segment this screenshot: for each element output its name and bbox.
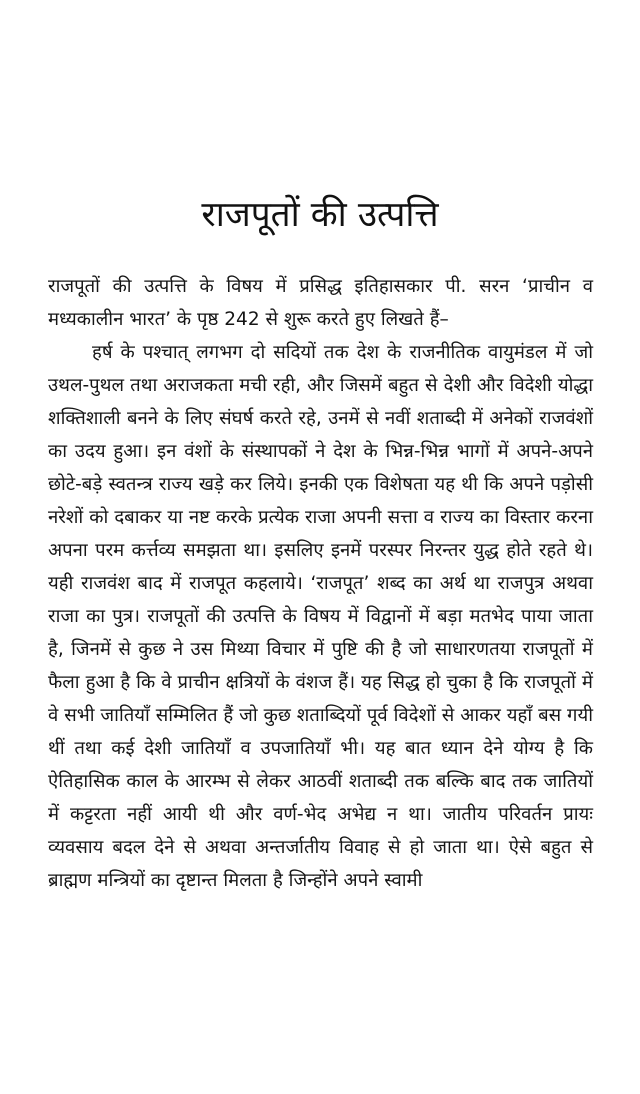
- intro-paragraph: राजपूतों की उत्पत्ति के विषय में प्रसिद्ध इतिहासकार पी. सरन ‘प्राचीन व मध्यकालीन भारत’ के पृष्ठ 242 से शुरू करते हुए लिखते हैं–: [48, 276, 593, 330]
- chapter-body: [48, 270, 593, 897]
- chapter-title: राजपूतों की उत्पत्ति: [201, 195, 439, 235]
- quoted-paragraph: हर्ष के पश्चात् लगभग दो सदियों तक देश के राजनीतिक वायुमंडल में जो उथल-पुथल तथा अराजकता मची रही, और जिसमें बहुत से देशी और विदेशी योद्धा शक्तिशाली बनने के लिए संघर्ष करते रहे, उनमें से नवीं शताब्दी में अनेकों राजवंशों का उदय हुआ। इन वंशों के संस्थापकों ने देश के भिन्न-भिन्न भागों में अपने-अपने छोटे-बड़े स्वतन्त्र राज्य खड़े कर लिये। इनकी एक विशेषता यह थी कि अपने पड़ोसी नरेशों को दबाकर या नष्ट करके प्रत्येक राजा अपनी सत्ता व राज्य का विस्तार करना अपना परम कर्त्तव्य समझता था। इसलिए इनमें परस्पर निरन्तर युद्ध होते रहते थे। यही राजवंश बाद में राजपूत कहलाये। ‘राजपूत’ शब्द का अर्थ था राजपुत्र अथवा राजा का पुत्र। राजपूतों की उत्पत्ति के विषय में विद्वानों में बड़ा मतभेद पाया जाता है, जिनमें से कुछ ने उस मिथ्या विचार में पुष्टि की है जो साधारणतया राजपूतों में फैला हुआ है कि वे प्राचीन क्षत्रियों के वंशज हैं। यह सिद्ध हो चुका है कि राजपूतों में वे सभी जातियाँ सम्मिलित हैं जो कुछ शताब्दियों पूर्व विदेशों से आकर यहाँ बस गयी थीं तथा कई देशी जातियाँ व उपजातियाँ भी। यह बात ध्यान देने योग्य है कि ऐतिहासिक काल के आरम्भ से लेकर आठवीं शताब्दी तक बल्कि बाद तक जातियों में कट्टरता नहीं आयी थी और वर्ण-भेद अभेद्य न था। जातीय परिवर्तन प्रायः व्यवसाय बदल देने से अथवा अन्तर्जातीय विवाह से हो जाता था। ऐसे बहुत से ब्राह्मण मन्त्रियों का दृष्टान्त मिलता है जिन्होंने अपने स्वामी: [48, 342, 593, 891]
